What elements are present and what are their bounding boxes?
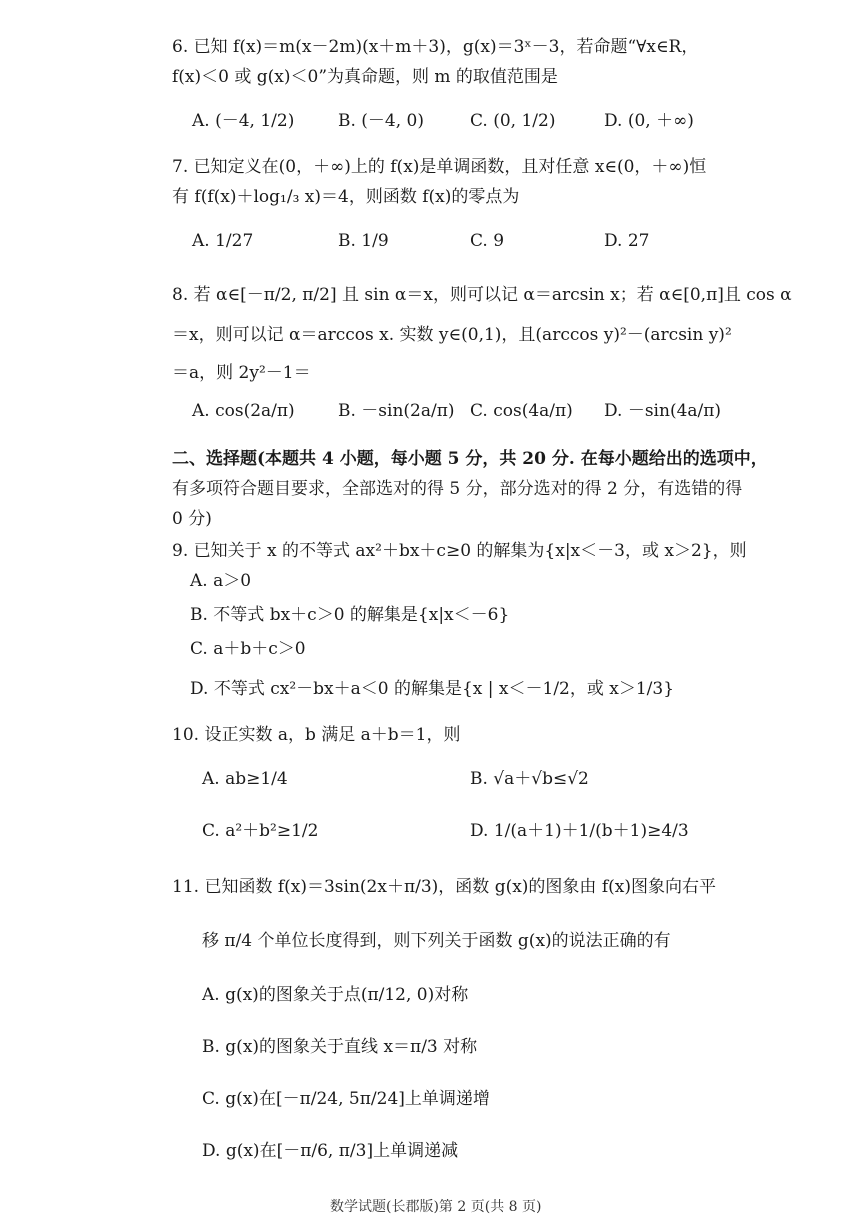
q7-option-c: C. 9 — [470, 231, 505, 251]
q11-option-c: C. g(x)在[－π/24, 5π/24]上单调递增 — [202, 1089, 490, 1109]
q7-option-d: D. 27 — [604, 231, 650, 251]
q10-option-b: B. √a＋√b≤√2 — [470, 769, 589, 789]
q9-option-b: B. 不等式 bx＋c＞0 的解集是{x|x＜－6} — [190, 605, 510, 625]
q9-option-a: A. a＞0 — [190, 571, 252, 591]
q10-option-a: A. ab≥1/4 — [202, 769, 288, 789]
q10-option-c: C. a²＋b²≥1/2 — [202, 821, 319, 841]
q7-options — [0, 228, 860, 268]
page-footer: 数学试题(长郡版)第 2 页(共 8 页) — [330, 1199, 542, 1215]
q8-option-b: B. －sin(2a/π) — [338, 401, 455, 421]
q8-option-a: A. cos(2a/π) — [192, 401, 295, 421]
q6-option-a: A. (－4, 1/2) — [192, 111, 295, 131]
q10-row2 — [0, 818, 860, 858]
q9-option-c: C. a＋b＋c＞0 — [190, 639, 306, 659]
q11-option-d: D. g(x)在[－π/6, π/3]上单调递减 — [202, 1141, 459, 1161]
q11-option-a: A. g(x)的图象关于点(π/12, 0)对称 — [202, 985, 469, 1005]
q6-options — [0, 108, 860, 148]
q9-option-d: D. 不等式 cx²－bx＋a＜0 的解集是{x | x＜－1/2，或 x＞1/3} — [190, 679, 675, 699]
q8-option-d: D. －sin(4a/π) — [604, 401, 722, 421]
q10-stem: 10. 设正实数 a，b 满足 a＋b＝1，则 — [172, 725, 461, 745]
q9-stem: 9. 已知关于 x 的不等式 ax²＋bx＋c≥0 的解集为{x|x＜－3，或 x＞2}，则 — [172, 541, 747, 561]
q6-option-b: B. (－4, 0) — [338, 111, 425, 131]
q7-option-a: A. 1/27 — [192, 231, 254, 251]
q10-option-d: D. 1/(a＋1)＋1/(b＋1)≥4/3 — [470, 821, 689, 841]
section2-line1: 二、选择题(本题共 4 小题，每小题 5 分，共 20 分. 在每小题给出的选项中， — [172, 449, 768, 469]
q10-row1 — [0, 766, 860, 806]
q7-option-b: B. 1/9 — [338, 231, 389, 251]
q8-line3: ＝a，则 2y²－1＝ — [172, 363, 311, 383]
q7-line1: 7. 已知定义在(0，＋∞)上的 f(x)是单调函数，且对任意 x∈(0，＋∞)恒 — [172, 157, 707, 177]
q6-line1: 6. 已知 f(x)＝m(x－2m)(x＋m＋3)，g(x)＝3ˣ－3，若命题“∀x∈R， — [172, 37, 699, 57]
q11-option-b: B. g(x)的图象关于直线 x＝π/3 对称 — [202, 1037, 478, 1057]
q8-line1: 8. 若 α∈[－π/2, π/2] 且 sin α＝x，则可以记 α＝arcsin x；若 α∈[0,π]且 cos α — [172, 285, 792, 305]
section2-line2: 有多项符合题目要求，全部选对的得 5 分，部分选对的得 2 分，有选错的得 — [172, 479, 743, 499]
q6-option-d: D. (0, ＋∞) — [604, 111, 694, 131]
q8-options — [0, 398, 860, 438]
section2-line3: 0 分) — [172, 509, 212, 529]
q6-line2: f(x)＜0 或 g(x)＜0”为真命题，则 m 的取值范围是 — [172, 67, 558, 87]
q11-line1: 11. 已知函数 f(x)＝3sin(2x＋π/3)，函数 g(x)的图象由 f(x)图象向右平 — [172, 877, 716, 897]
q6-option-c: C. (0, 1/2) — [470, 111, 556, 131]
q8-line2: ＝x，则可以记 α＝arccos x. 实数 y∈(0,1)，且(arccos y)²－(arcsin y)² — [172, 325, 732, 345]
q11-line2: 移 π/4 个单位长度得到，则下列关于函数 g(x)的说法正确的有 — [202, 931, 671, 951]
q7-line2: 有 f(f(x)＋log₁/₃ x)＝4，则函数 f(x)的零点为 — [172, 187, 520, 207]
q8-option-c: C. cos(4a/π) — [470, 401, 573, 421]
